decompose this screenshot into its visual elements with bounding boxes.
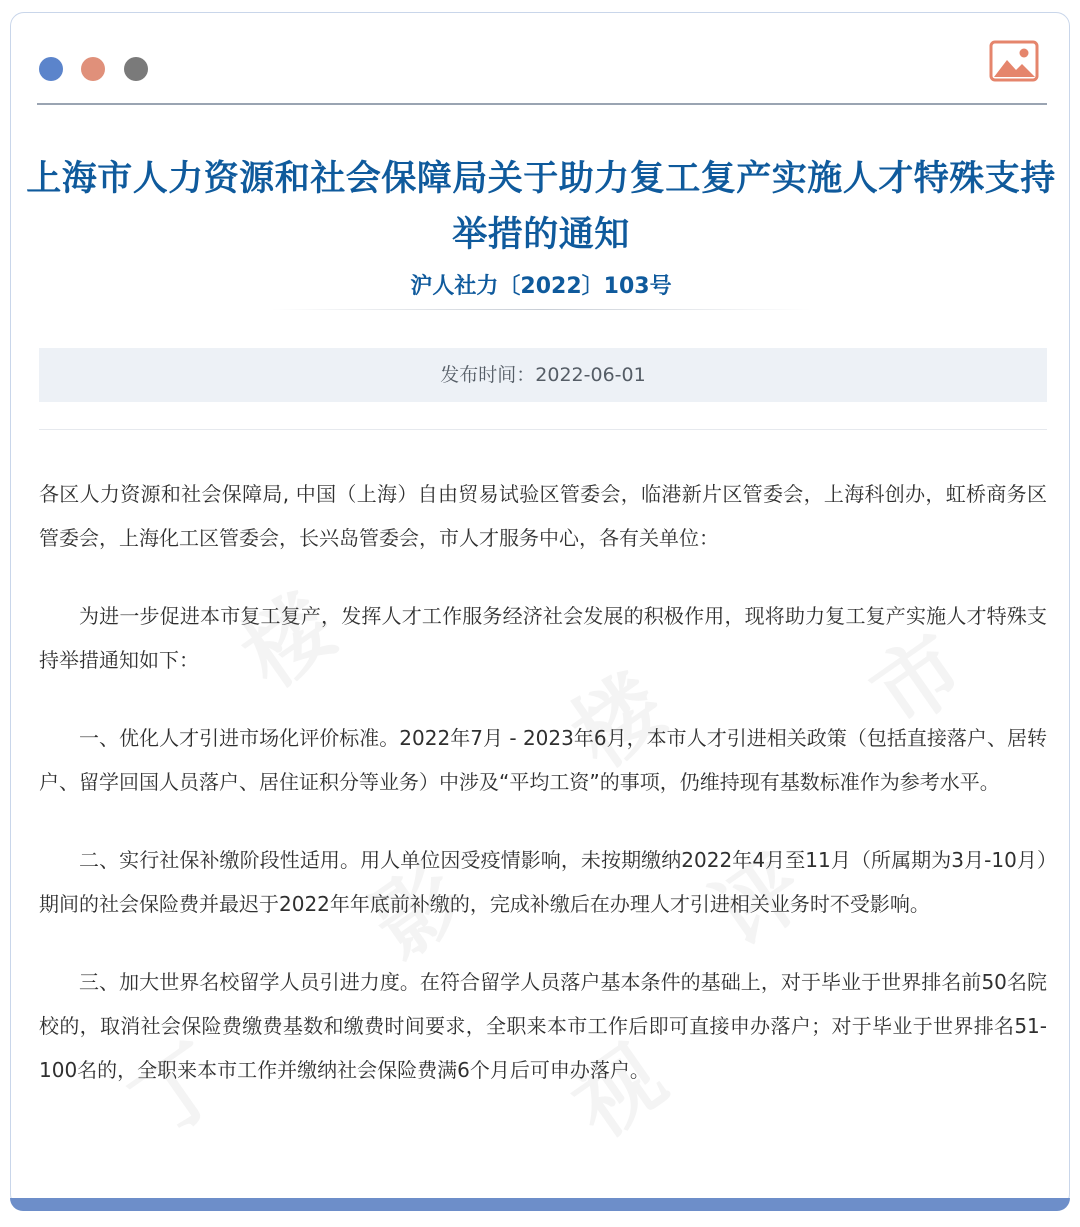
subtitle-divider <box>271 309 811 310</box>
watermark: 楼 <box>224 575 353 708</box>
watermark: 市 <box>854 615 983 748</box>
title-line-1: 上海市人力资源和社会保障局关于助力复工复产实施人才特殊支持 <box>26 159 1056 199</box>
card-bottom-bar <box>10 1198 1070 1211</box>
image-icon <box>989 40 1039 82</box>
watermark: 评 <box>694 835 823 968</box>
date-divider <box>39 429 1047 430</box>
publish-date: 发布时间：2022-06-01 <box>39 348 1047 402</box>
blue-dot-icon <box>39 57 63 81</box>
document-card <box>10 12 1070 1208</box>
intro-paragraph: 为进一步促进本市复工复产，发挥人才工作服务经济社会发展的积极作用，现将助力复工复产实施人才特殊支持举措通知如下： <box>39 604 1047 672</box>
salutation-paragraph: 各区人力资源和社会保障局, 中国（上海）自由贸易试验区管委会，临港新片区管委会，上海科创办，虹桥商务区管委会，上海化工区管委会，长兴岛管委会，市人才服务中心，各有关单位： <box>39 482 1047 550</box>
document-number: 沪人社力〔2022〕103号 <box>410 274 672 299</box>
measure-2-paragraph: 二、实行社保补缴阶段性适用。用人单位因受疫情影响，未按期缴纳2022年4月至11月（所属期为3月-10月）期间的社会保险费并最迟于2022年年底前补缴的，完成补缴后在办理人才引进相关业务时不受影响。 <box>39 848 1047 916</box>
document-body <box>39 472 1047 1126</box>
orange-dot-icon <box>81 57 105 81</box>
watermark: 影 <box>354 845 483 978</box>
page-title <box>11 151 1070 263</box>
header-divider <box>37 103 1047 105</box>
watermark: 楼 <box>554 655 683 788</box>
gray-dot-icon <box>124 57 148 81</box>
watermark: 丁 <box>114 1025 243 1158</box>
watermark: 视 <box>554 1025 683 1158</box>
title-line-2: 举措的通知 <box>452 215 630 255</box>
measure-1-paragraph: 一、优化人才引进市场化评价标准。2022年7月 - 2023年6月，本市人才引进相关政策（包括直接落户、居转户、留学回国人员落户、居住证积分等业务）中涉及“平均工资”的事项，仍维持现有基数标准作为参考水平。 <box>39 726 1047 794</box>
measure-3-paragraph: 三、加大世界名校留学人员引进力度。在符合留学人员落户基本条件的基础上，对于毕业于世界排名前50名院校的，取消社会保险费缴费基数和缴费时间要求，全职来本市工作后即可直接申办落户；对于毕业于世界排名51-100名的，全职来本市工作并缴纳社会保险费满6个月后可申办落户。 <box>39 970 1047 1082</box>
